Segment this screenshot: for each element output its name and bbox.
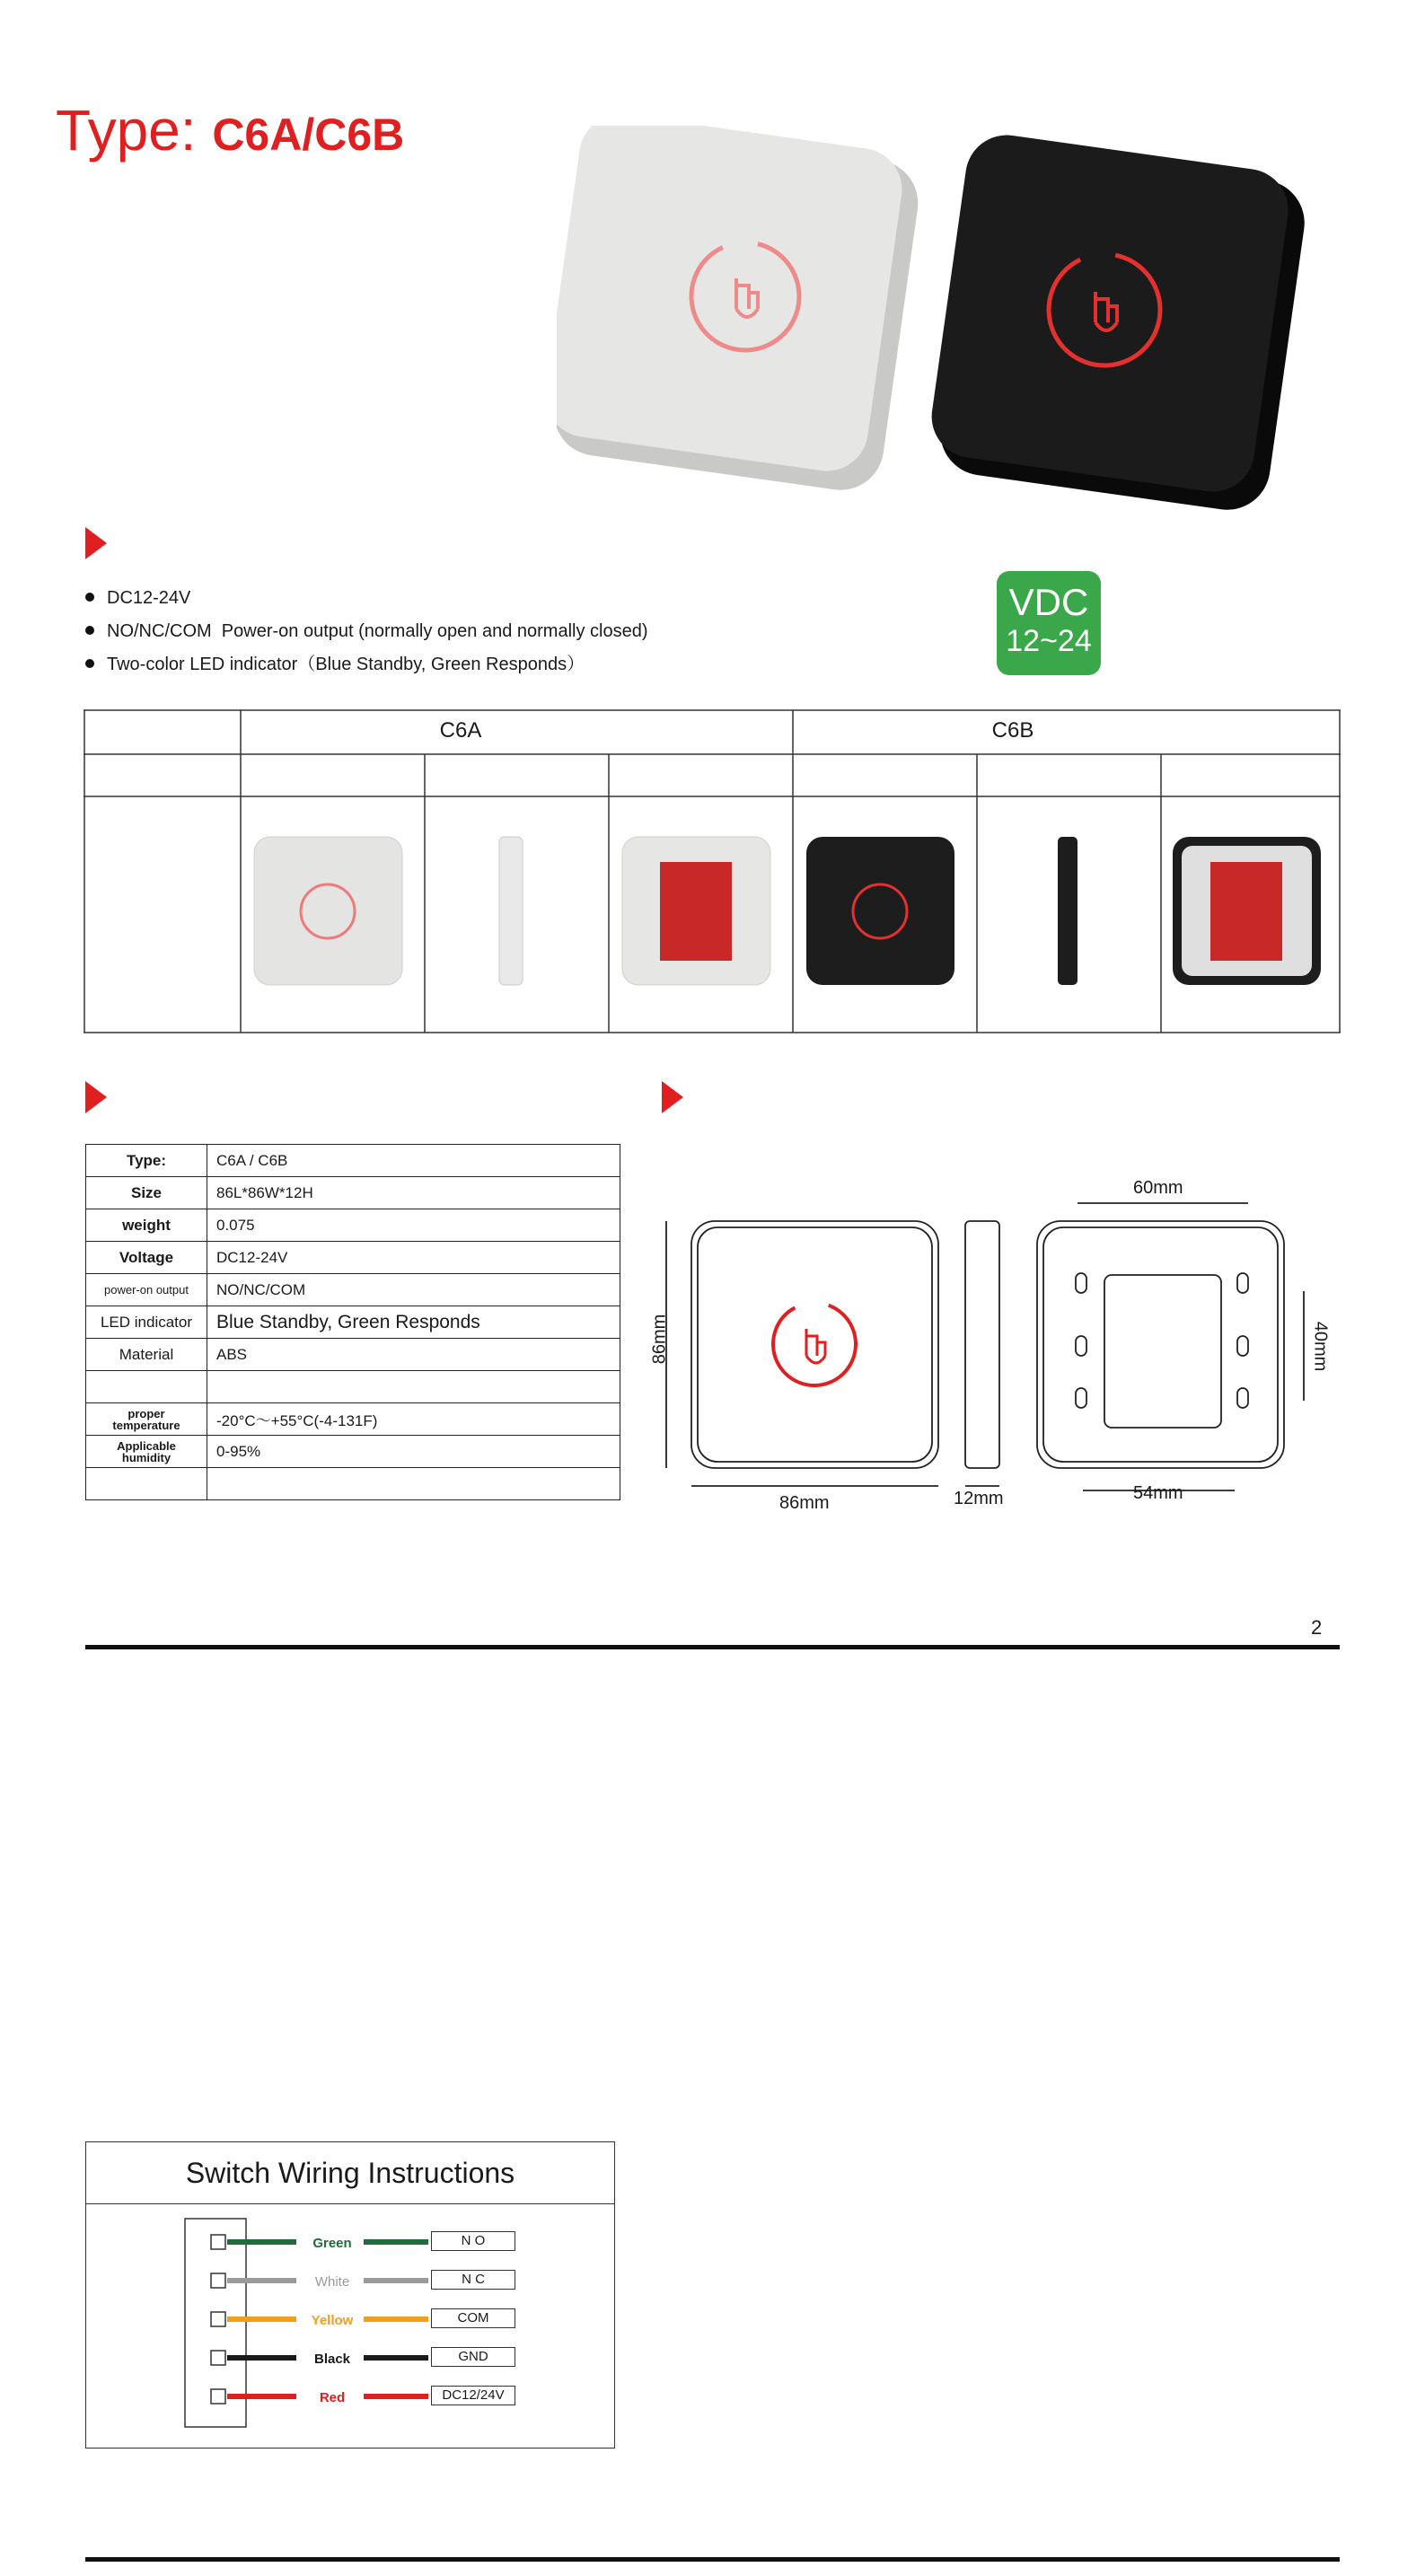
feature-item: Two-color LED indicator（Blue Standby, Green Responds） [85, 648, 647, 681]
model-c6a-header: C6A [439, 718, 482, 743]
type-prefix: Type: [56, 98, 197, 163]
light-panel-product [557, 126, 924, 496]
voltage-badge [997, 571, 1101, 675]
table-row [86, 1371, 620, 1403]
terminal-gnd: GND [431, 2347, 515, 2367]
dim-hole-bottom-label: 54mm [1133, 1483, 1183, 1503]
terminal-no: N O [431, 2231, 515, 2251]
features-section-marker [85, 527, 107, 559]
badge-line2: 12~24 [1006, 624, 1092, 658]
wire-label-green: Green [312, 2236, 352, 2251]
terminal-nc: N C [431, 2270, 515, 2290]
page-title [56, 97, 404, 163]
table-row: weight 0.075 [86, 1209, 620, 1242]
dim-height-label: 86mm [649, 1314, 670, 1365]
table-row: Applicable humidity 0-95% [86, 1436, 620, 1468]
model-name: C6A/C6B [212, 110, 405, 160]
spec-table [85, 1144, 620, 1500]
bottom-rule [85, 2557, 1340, 2562]
model-c6b-header: C6B [991, 718, 1034, 743]
feature-item: DC12-24V [85, 582, 647, 615]
table-row: proper temperature -20°C～+55°C(-4-131F) [86, 1403, 620, 1436]
dimension-drawing [655, 1176, 1338, 1526]
dimensions-section-marker [662, 1081, 683, 1113]
badge-line1: VDC [1008, 581, 1089, 623]
terminal-com: COM [431, 2308, 515, 2328]
feature-list [85, 582, 647, 681]
dim-depth-label: 12mm [954, 1489, 1004, 1508]
dim-hole-top-label: 60mm [1133, 1178, 1183, 1198]
table-row: Material ABS [86, 1339, 620, 1371]
dim-width-label: 86mm [779, 1493, 830, 1513]
table-row [86, 1468, 620, 1500]
table-row: Size 86L*86W*12H [86, 1177, 620, 1209]
table-row: LED indicator Blue Standby, Green Responds [86, 1306, 620, 1339]
wire-label-yellow: Yellow [311, 2313, 354, 2328]
product-hero-image [557, 126, 1347, 521]
wire-label-red: Red [319, 2390, 346, 2405]
dim-hole-side-label: 40mm [1310, 1321, 1331, 1372]
bullet-icon [85, 626, 94, 635]
wire-label-white: White [314, 2274, 350, 2290]
page-number: 2 [1311, 1616, 1323, 1639]
models-table [84, 709, 1342, 1034]
dark-panel-product [927, 130, 1310, 515]
bullet-icon [85, 593, 94, 602]
table-row: Voltage DC12-24V [86, 1242, 620, 1274]
wiring-rows [184, 2218, 525, 2429]
feature-item: NO/NC/COM Power-on output (normally open and normally closed) [85, 615, 647, 648]
specs-section-marker [85, 1081, 107, 1113]
wiring-title: Switch Wiring Instructions [86, 2142, 614, 2204]
divider-rule [85, 1645, 1340, 1649]
table-row: Type: C6A / C6B [86, 1145, 620, 1177]
table-row: power-on output NO/NC/COM [86, 1274, 620, 1306]
bullet-icon [85, 659, 94, 668]
terminal-dc: DC12/24V [431, 2386, 515, 2405]
wire-label-black: Black [313, 2352, 351, 2367]
